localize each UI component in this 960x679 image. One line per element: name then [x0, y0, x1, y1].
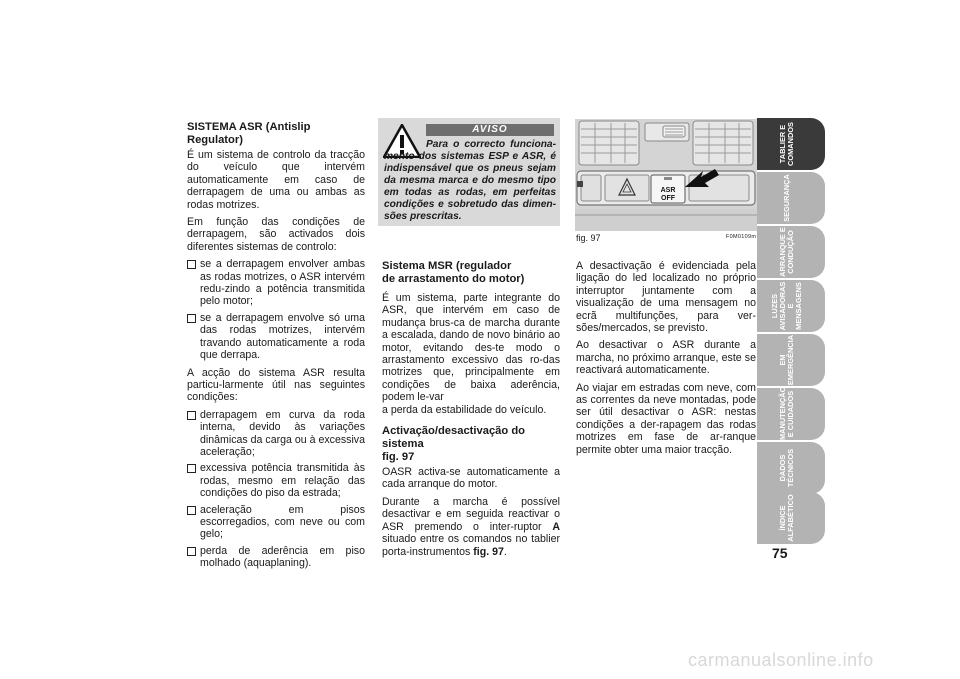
tab-luzes-avisadoras[interactable]: LUZES AVISADORAS E MENSAGENS [757, 280, 825, 332]
list-item: aceleração em pisos escorregadios, com neve ou com gelo; [187, 504, 365, 541]
checklist [187, 258, 365, 361]
tab-tablier-e-comandos[interactable]: TABLIER E COMANDOS [757, 118, 825, 170]
checkbox-bullet-icon [187, 411, 196, 420]
paragraph: Ao viajar em estradas com neve, com as correntes da neve montadas, pode ser útil desactivar o ASR: nestas condições a der-rapagem das rodas motrizes em fase de ar-ranque permite obter uma maior tracção. [576, 381, 756, 456]
checklist [187, 409, 365, 570]
paragraph: A acção do sistema ASR resulta particu-larmente útil nas seguintes condições: [187, 366, 365, 404]
tab-dados-tecnicos[interactable]: DADOS TÉCNICOS [757, 442, 825, 494]
paragraph: OASR activa-se automaticamente a cada arranque do motor. [382, 466, 560, 491]
list-item: derrapagem em curva da roda interna, devido às variações dinâmicas da carga ou à excessiva aceleração; [187, 409, 365, 459]
left-column [187, 121, 365, 575]
figure-code: F0M0109m [726, 234, 757, 240]
asr-button-label-2: OFF [661, 195, 675, 202]
paragraph: É um sistema de controlo da tracção do veículo que intervém automaticamente em caso de derrapagem de uma ou ambas as rodas motrizes. [187, 149, 365, 211]
checkbox-bullet-icon [187, 547, 196, 556]
dashboard-illustration [575, 119, 757, 231]
paragraph: Em função das condições de derrapagem, são activados dois diferentes sistemas de controlo: [187, 216, 365, 253]
checkbox-bullet-icon [187, 464, 196, 473]
tab-seguranca[interactable]: SEGURANÇA [757, 172, 825, 224]
tab-arranque-e-conducao[interactable]: ARRANQUE E CONDUÇÃO [757, 226, 825, 278]
checkbox-bullet-icon [187, 314, 196, 323]
tab-em-emergencia[interactable]: EM EMERGÊNCIA [757, 334, 825, 386]
watermark: carmanualsonline.info [688, 650, 874, 670]
warning-label: AVISO [426, 124, 554, 136]
page-number: 75 [772, 545, 788, 561]
middle-column [382, 260, 560, 563]
section-title-activation: Activação/desactivação do sistema fig. 97 [382, 425, 526, 464]
list-item: perda de aderência em piso molhado (aquaplaning). [187, 545, 365, 570]
paragraph: A desactivação é evidenciada pela ligação do led localizado no próprio interruptor juntamente com a visualização de uma mensagem no ecrã multifunções, para ver-sões/mercados, se previsto. [576, 260, 756, 335]
paragraph: Ao desactivar o ASR durante a marcha, no próximo arranque, este se reactivará automaticamente. [576, 339, 756, 377]
section-title-asr: SISTEMA ASR (Antislip Regulator) [187, 121, 311, 146]
section-title-msr: Sistema MSR (regulador de arrastamento do motor) [382, 260, 525, 285]
asr-button-label-1: ASR [660, 187, 676, 194]
checkbox-bullet-icon [187, 506, 196, 515]
checkbox-bullet-icon [187, 260, 196, 269]
paragraph: Durante a marcha é possível desactivar e em seguida reactivar o ASR premendo o inter-ruptor A situado entre os comandos no tablier porta-instrumentos fig. 97. [382, 495, 560, 558]
list-item: se a derrapagem envolve só uma das rodas motrizes, intervém travando automaticamente a roda que derrapa. [187, 312, 365, 362]
tab-manutencao[interactable]: MANUTENÇÃO E CUIDADOS [757, 388, 825, 440]
warning-box [378, 118, 560, 226]
list-item: se a derrapagem envolver ambas as rodas motrizes, o ASR intervém redu-zindo a potência transmitida pelo motor; [187, 258, 365, 308]
list-item: excessiva potência transmitida às rodas, mesmo em relação das condições do piso da estrada; [187, 462, 365, 499]
paragraph: É um sistema, parte integrante do ASR, que intervém em caso de mudança brus-ca de marcha durante a escalada, dando de novo binário ao motor, evitando des-te modo o arrastamento excessivo das ro-das motrizes que, principalmente em condições de baixa aderência, podem le-var [382, 292, 560, 404]
warning-text: Para o correcto funciona-mento dos sistemas ESP e ASR, é indispensável que os pneus sejam da mesma marca e do mesmo tipo em todas as rodas, em perfeitas condições e sobretudo das dimen-sões prescritas. [384, 139, 556, 222]
tab-indice-alfabetico[interactable]: ÍNDICE ALFABÉTICO [757, 492, 825, 544]
right-column [576, 260, 756, 461]
figure-asr-switch [575, 119, 757, 231]
figure-caption: fig. 97 [576, 233, 601, 243]
paragraph: a perda da estabilidade do veículo. [382, 403, 547, 416]
